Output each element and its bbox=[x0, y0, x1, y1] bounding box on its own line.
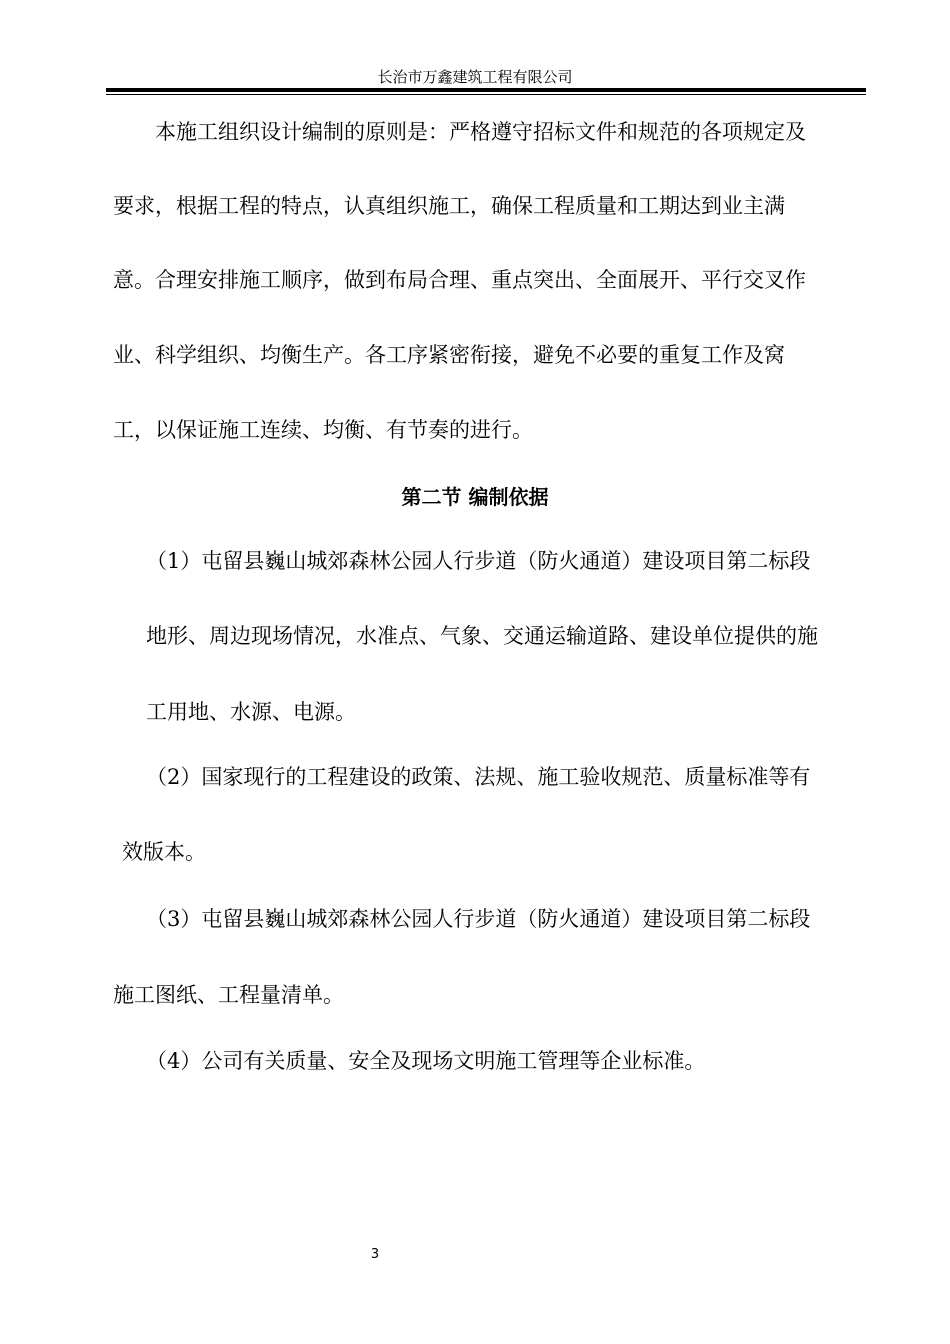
intro-line-3: 意。合理安排施工顺序，做到布局合理、重点突出、全面展开、平行交叉作 bbox=[113, 268, 806, 292]
basis-line-7: 施工图纸、工程量清单。 bbox=[113, 983, 344, 1007]
basis-line-3: 工用地、水源、电源。 bbox=[146, 700, 356, 724]
page-number: 3 bbox=[370, 1247, 380, 1262]
header-rule-thin bbox=[106, 94, 866, 95]
header-rule-thick bbox=[106, 88, 866, 92]
basis-line-4: （2）国家现行的工程建设的政策、法规、施工验收规范、质量标准等有 bbox=[146, 765, 811, 789]
intro-line-1: 本施工组织设计编制的原则是：严格遵守招标文件和规范的各项规定及 bbox=[155, 120, 806, 144]
intro-line-5: 工，以保证施工连续、均衡、有节奏的进行。 bbox=[113, 418, 533, 442]
section-heading: 第二节 编制依据 bbox=[401, 485, 549, 509]
intro-line-2: 要求，根据工程的特点，认真组织施工，确保工程质量和工期达到业主满 bbox=[113, 194, 785, 218]
basis-line-2: 地形、周边现场情况，水准点、气象、交通运输道路、建设单位提供的施 bbox=[146, 624, 818, 648]
basis-line-1: （1）屯留县巍山城郊森林公园人行步道（防火通道）建设项目第二标段 bbox=[146, 549, 811, 573]
basis-line-6: （3）屯留县巍山城郊森林公园人行步道（防火通道）建设项目第二标段 bbox=[146, 907, 811, 931]
basis-line-5: 效版本。 bbox=[122, 840, 206, 864]
page-header-company: 长治市万鑫建筑工程有限公司 bbox=[377, 68, 573, 86]
basis-line-8: （4）公司有关质量、安全及现场文明施工管理等企业标准。 bbox=[146, 1049, 706, 1073]
intro-line-4: 业、科学组织、均衡生产。各工序紧密衔接，避免不必要的重复工作及窝 bbox=[113, 343, 785, 367]
